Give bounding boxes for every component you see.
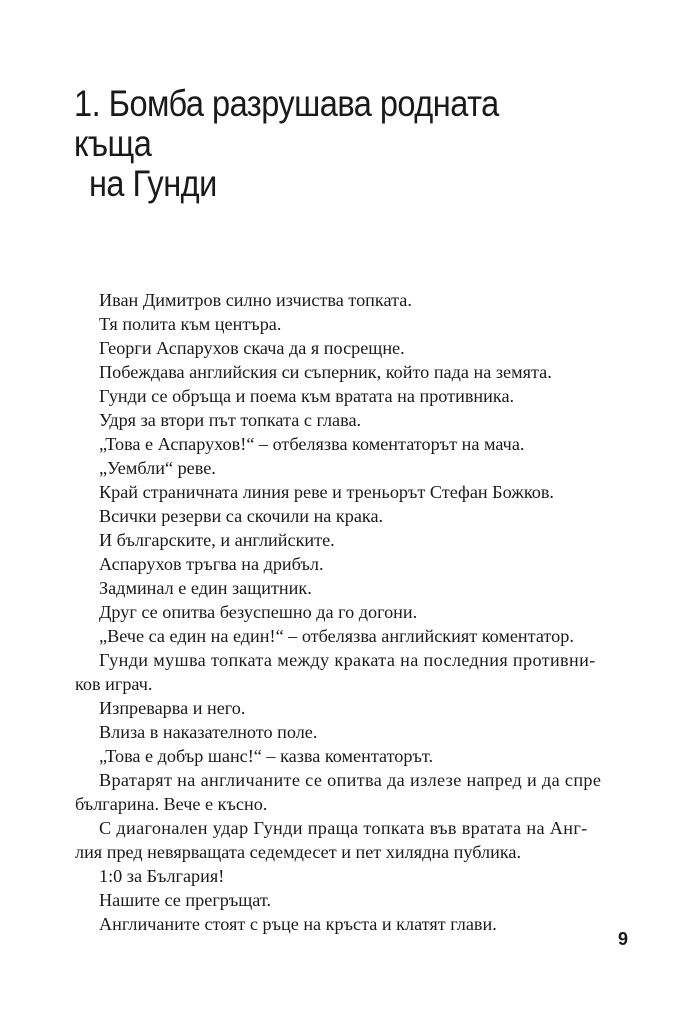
chapter-title-line-1: 1. Бомба разрушава родната къща <box>74 83 499 164</box>
paragraph: Вратарят на англичаните се опитва да излезе напред и да спре <box>99 770 602 790</box>
paragraph: Задминал е един защитник. <box>99 578 312 598</box>
paragraph: 1:0 за България! <box>99 866 225 886</box>
paragraph: „Уембли“ реве. <box>99 458 216 478</box>
page-number: 9 <box>617 929 628 949</box>
paragraph-continuation: лия пред невярващата седемдесет и пет хилядна публика. <box>75 842 522 862</box>
paragraph: С диагонален удар Гунди праща топката във вратата на Анг- <box>99 818 588 838</box>
paragraph: Всички резерви са скочили на крака. <box>99 506 384 526</box>
paragraph: Побеждава английския си съперник, който пада на земята. <box>99 362 552 382</box>
paragraph: Аспарухов тръгва на дрибъл. <box>99 554 324 574</box>
paragraph: Нашите се прегръщат. <box>99 890 272 910</box>
chapter-body <box>75 288 619 936</box>
paragraph: Влиза в наказателното поле. <box>99 722 318 742</box>
paragraph: Георги Аспарухов скача да я посрещне. <box>99 338 405 358</box>
paragraph: Друг се опитва безуспешно да го догони. <box>99 602 418 622</box>
chapter-title <box>74 84 567 204</box>
paragraph: Изпреварва и него. <box>99 698 246 718</box>
paragraph: И българските, и английските. <box>99 530 335 550</box>
paragraph: Удря за втори път топката с глава. <box>99 410 362 430</box>
paragraph: „Това е добър шанс!“ – казва коментаторът. <box>99 746 434 766</box>
paragraph-continuation: българина. Вече е късно. <box>75 794 268 814</box>
paragraph: Англичаните стоят с ръце на кръста и клатят глави. <box>99 914 497 934</box>
paragraph: Иван Димитров силно изчиства топката. <box>99 290 412 310</box>
paragraph: Гунди мушва топката между краката на последния противни- <box>99 650 596 670</box>
paragraph-continuation: ков играч. <box>75 674 153 694</box>
paragraph: „Вече са един на един!“ – отбелязва английският коментатор. <box>99 626 574 646</box>
paragraph: „Това е Аспарухов!“ – отбелязва коментаторът на мача. <box>99 434 525 454</box>
paragraph: Гунди се обръща и поема към вратата на противника. <box>99 386 515 406</box>
paragraph: Тя полита към центъра. <box>99 314 282 334</box>
paragraph: Край страничната линия реве и треньорът Стефан Божков. <box>99 482 554 502</box>
chapter-title-line-2: на Гунди <box>88 163 217 204</box>
